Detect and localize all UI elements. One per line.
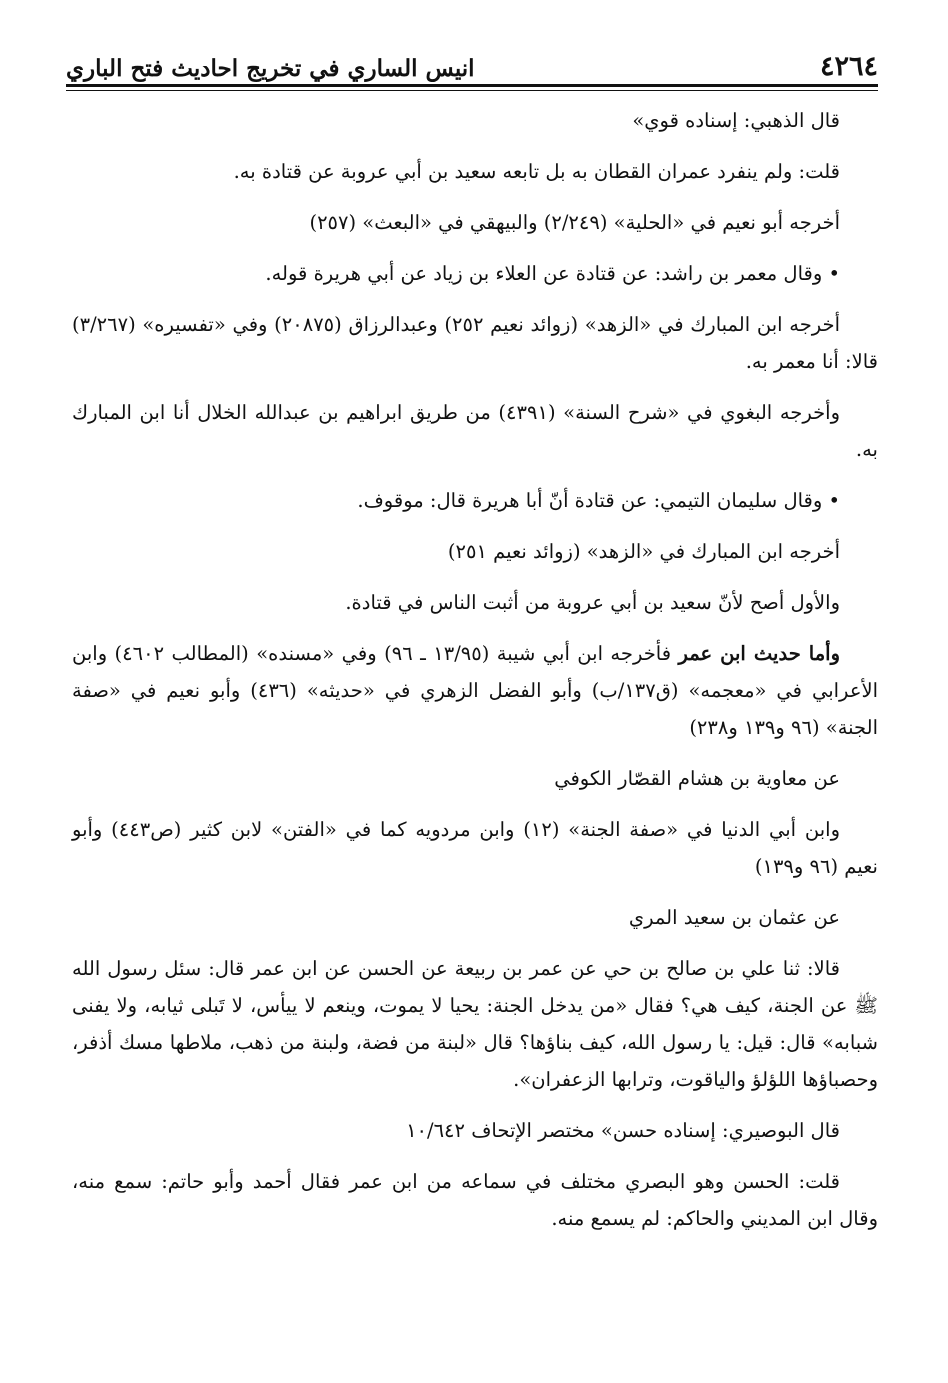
paragraph-text: قلت: الحسن وهو البصري مختلف في سماعه من ابن عمر فقال أحمد وأبو حاتم: سمع منه، وقال ابن المديني والحاكم: لم يسمع منه. — [72, 1170, 878, 1230]
paragraph — [72, 394, 878, 468]
paragraph-text: قالا: ثنا علي بن صالح بن حي عن عمر بن ربيعة عن الحسن عن ابن عمر قال: سئل رسول الله ﷺ عن الجنة، كيف هي؟ فقال «من يدخل الجنة: يحيا لا يموت، وينعم لا ييأس، لا تَبلى ثيابه، ولا يفنى شبابه» قال: قيل: يا رسول الله، كيف بناؤها؟ قال «لبنة من فضة، ولبنة من ذهب، ملاطها مسك أذفر، وحصباؤها اللؤلؤ والياقوت، وترابها الزعفران». — [72, 957, 878, 1091]
paragraph-text: فأخرجه ابن أبي شيبة (١٣/٩٥ ـ ٩٦) وفي «مسنده» (المطالب ٤٦٠٢) وابن الأعرابي في «معجمه» (ق١٣٧/ب) وأبو الفضل الزهري في «حديثه» (٤٣٦) وأبو نعيم في «صفة الجنة» (٩٦ و١٣٩ و٢٣٨) — [72, 642, 878, 739]
page-header — [66, 38, 878, 82]
paragraph-text: أخرجه ابن المبارك في «الزهد» (زوائد نعيم ٢٥١) — [447, 540, 840, 563]
paragraph — [72, 153, 878, 190]
paragraph — [72, 482, 878, 519]
page-body — [72, 102, 878, 1251]
paragraph-text: والأول أصح لأنّ سعيد بن أبي عروبة من أثبت الناس في قتادة. — [345, 591, 840, 614]
header-rule-thin — [66, 90, 878, 91]
paragraph — [72, 899, 878, 936]
paragraph — [72, 950, 878, 1098]
paragraph-text: عن معاوية بن هشام القصّار الكوفي — [554, 767, 840, 790]
paragraph — [72, 306, 878, 380]
paragraph-lead: وأما حديث ابن عمر — [678, 642, 840, 665]
paragraph-text: وقال سليمان التيمي: عن قتادة أنّ أبا هريرة قال: موقوف. — [357, 489, 823, 512]
paragraph — [72, 533, 878, 570]
paragraph-text: وابن أبي الدنيا في «صفة الجنة» (١٢) وابن مردويه كما في «الفتن» لابن كثير (ص٤٤٣) وأبو نعيم (٩٦ و١٣٩) — [72, 818, 878, 878]
paragraph — [72, 204, 878, 241]
page-number: ٤٢٦٤ — [819, 51, 878, 82]
paragraph-text: قلت: ولم ينفرد عمران القطان به بل تابعه سعيد بن أبي عروبة عن قتادة به. — [233, 160, 840, 183]
paragraph — [72, 1163, 878, 1237]
header-rule — [66, 84, 878, 87]
paragraph — [72, 1112, 878, 1149]
running-title: انيس الساري في تخريج احاديث فتح الباري — [66, 55, 475, 82]
paragraph — [72, 584, 878, 621]
paragraph-text: أخرجه أبو نعيم في «الحلية» (٢/٢٤٩) والبيهقي في «البعث» (٢٥٧) — [309, 211, 840, 234]
paragraph-text: وأخرجه البغوي في «شرح السنة» (٤٣٩١) من طريق ابراهيم بن عبدالله الخلال أنا ابن المبارك به. — [72, 401, 878, 461]
paragraph-text: عن عثمان بن سعيد المري — [628, 906, 840, 929]
paragraph-text: قال الذهبي: إسناده قوي» — [632, 109, 840, 132]
paragraph — [72, 102, 878, 139]
paragraph-text: قال البوصيري: إسناده حسن» مختصر الإتحاف ١٠/٦٤٢ — [406, 1119, 840, 1142]
paragraph-text: وقال معمر بن راشد: عن قتادة عن العلاء بن زياد عن أبي هريرة قوله. — [265, 262, 823, 285]
paragraph — [72, 255, 878, 292]
paragraph — [72, 811, 878, 885]
paragraph — [72, 635, 878, 746]
paragraph — [72, 760, 878, 797]
paragraph-text: أخرجه ابن المبارك في «الزهد» (زوائد نعيم ٢٥٢) وعبدالرزاق (٢٠٨٧٥) وفي «تفسيره» (٣/٢٦٧) قالا: أنا معمر به. — [72, 313, 878, 373]
